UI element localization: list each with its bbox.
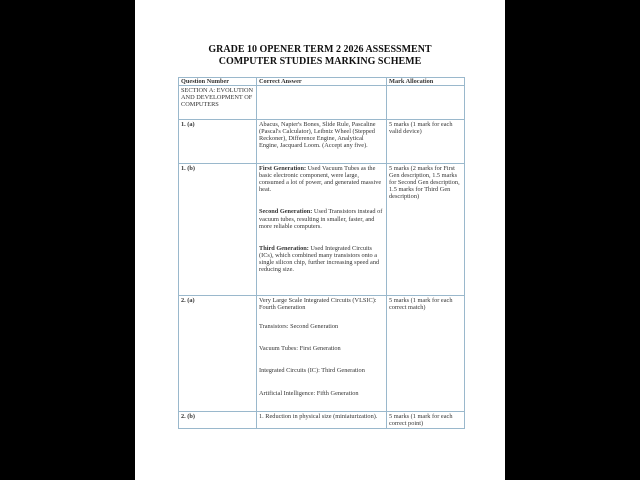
match-item-integrated-circuits: Integrated Circuits (IC): Third Generation (259, 367, 365, 375)
marks-2a: 5 marks (1 mark for each correct match) (387, 296, 465, 412)
second-generation-label: Second Generation: (259, 208, 313, 216)
section-a-row (179, 86, 465, 120)
header-mark-allocation: Mark Allocation (387, 78, 465, 86)
section-a-label: SECTION A: EVOLUTION AND DEVELOPMENT OF COMPUTERS (179, 86, 257, 120)
section-a-marks-empty (387, 86, 465, 120)
header-question-number: Question Number (179, 78, 257, 86)
answer-1b (257, 164, 387, 296)
title-line-1: GRADE 10 OPENER TERM 2 2026 ASSESSMENT (208, 44, 432, 55)
second-generation-description: Used Transistors instead of vacuum tubes, resulting in smaller, faster, and more reliable computers. (259, 208, 383, 230)
question-number-1a: 1. (a) (179, 120, 257, 164)
match-item-vacuum-tubes: Vacuum Tubes: First Generation (259, 345, 341, 353)
first-generation-text (259, 165, 384, 193)
marks-1b: 5 marks (2 marks for First Gen description, 1.5 marks for Second Gen description, 1.5 marks for Third Gen description) (387, 164, 465, 296)
answer-1a: Abacus, Napier's Bones, Slide Rule, Pascaline (Pascal's Calculator), Leibniz Wheel (Stepped Reckoner), Difference Engine, Analytical Engine, Jacquard Loom. (Accept any five). (257, 120, 387, 164)
table-row-1a (179, 120, 465, 164)
match-item-artificial-intelligence: Artificial Intelligence: Fifth Generation (259, 389, 359, 397)
table-row-2a (179, 296, 465, 412)
marking-scheme-table (178, 77, 465, 429)
marks-2b: 5 marks (1 mark for each correct point) (387, 412, 465, 429)
table-row-2b (179, 412, 465, 429)
first-generation-description: Used Vacuum Tubes as the basic electronic component, were large, consumed a lot of power, and generated massive heat. (259, 165, 382, 194)
match-item-vlsic: Very Large Scale Integrated Circuits (VLSIC): Fourth Generation (259, 297, 377, 312)
third-generation-label: Third Generation: (259, 244, 309, 252)
question-number-2a: 2. (a) (179, 296, 257, 412)
second-generation-text (259, 208, 384, 229)
document-title (135, 44, 505, 68)
first-generation-label: First Generation: (259, 165, 307, 173)
question-number-1b: 1. (b) (179, 164, 257, 296)
question-number-2b: 2. (b) (179, 412, 257, 429)
title-line-2: COMPUTER STUDIES MARKING SCHEME (218, 56, 422, 67)
document-page (135, 0, 505, 480)
table-row-1b (179, 164, 465, 296)
section-a-answer-empty (257, 86, 387, 120)
answer-2a (257, 296, 387, 412)
table-header-row (179, 78, 465, 86)
marks-1a: 5 marks (1 mark for each valid device) (387, 120, 465, 164)
match-item-transistors: Transistors: Second Generation (259, 323, 339, 331)
header-correct-answer: Correct Answer (257, 78, 387, 86)
third-generation-description: Used Integrated Circuits (ICs), which combined many transistors onto a single silicon chip, further increasing speed and reducing size. (259, 244, 380, 274)
third-generation-text (259, 245, 384, 273)
answer-2b: 1. Reduction in physical size (miniaturization). (257, 412, 387, 429)
